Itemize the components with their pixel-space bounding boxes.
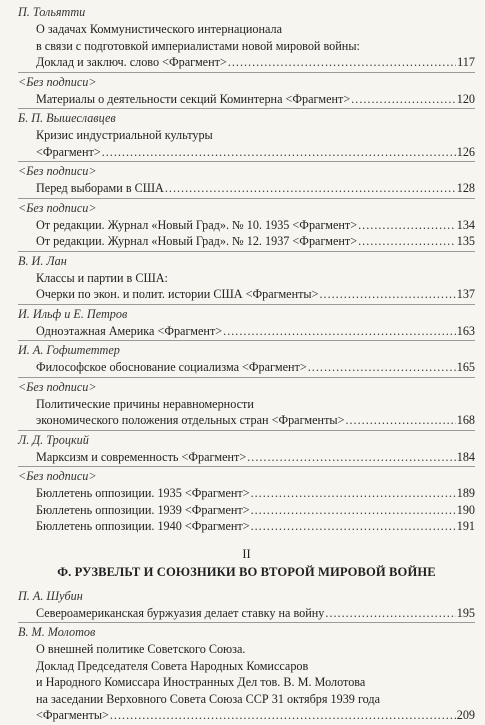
toc-entry[interactable] — [18, 605, 475, 622]
page-number: 184 — [456, 449, 475, 464]
entry-last-line — [36, 359, 475, 376]
toc-section — [18, 466, 475, 536]
author-name: И. Ильф и Е. Петров — [18, 306, 128, 321]
entry-title-line: О внешней политике Советского Союза. — [36, 642, 246, 656]
dot-leader — [247, 449, 456, 466]
toc-entry[interactable] — [18, 91, 475, 108]
entry-last-line — [36, 91, 475, 108]
entry-title-line: Бюллетень оппозиции. 1939 <Фрагмент> — [36, 502, 250, 517]
toc-entry[interactable] — [18, 323, 475, 340]
entry-last-line — [36, 144, 475, 161]
toc-entry[interactable] — [18, 518, 475, 535]
entry-last-line — [36, 449, 475, 466]
author-name: В. И. Лан — [18, 253, 67, 268]
toc-section — [18, 72, 475, 109]
toc-entry[interactable] — [18, 359, 475, 376]
author-name: И. А. Гофштеттер — [18, 343, 120, 357]
entry-title-line: Философское обоснование социализма <Фрагмент> — [36, 360, 307, 374]
entry-last-line — [36, 54, 475, 71]
dot-leader — [251, 485, 456, 502]
toc-section — [18, 198, 475, 251]
entry-title-line: Политические причины неравномерности — [36, 396, 254, 411]
entry-last-line — [36, 286, 475, 303]
entry-title-line: Марксизм и современность <Фрагмент> — [36, 449, 247, 464]
author-name: Б. П. Вышеславцев — [18, 111, 116, 125]
toc-entry[interactable] — [18, 485, 475, 502]
entry-title-line: Материалы о деятельности секций Коминтерна <Фрагмент> — [36, 91, 351, 106]
dot-leader — [110, 707, 456, 724]
dot-leader — [251, 502, 456, 519]
dot-leader — [358, 217, 456, 234]
dot-leader — [351, 91, 456, 108]
dot-leader — [228, 54, 456, 71]
entry-last-line — [36, 233, 475, 250]
toc-entry[interactable] — [18, 396, 475, 429]
author-name: <Без подписи> — [18, 200, 97, 215]
toc-entry[interactable] — [18, 180, 475, 197]
toc-section — [18, 251, 475, 304]
dot-leader — [358, 233, 456, 250]
entry-title-line: Классы и партии в США: — [36, 270, 168, 285]
page-number: 117 — [457, 55, 475, 69]
entry-last-line — [36, 605, 475, 622]
entry-title-line: Доклад и заключ. слово <Фрагмент> — [36, 55, 227, 69]
toc-part-2 — [18, 587, 475, 725]
toc-section — [18, 3, 475, 72]
entry-last-line — [36, 707, 475, 724]
entry-last-line — [36, 502, 475, 519]
dot-leader — [251, 518, 456, 535]
page-number: 134 — [456, 217, 475, 232]
page-number: 190 — [456, 502, 475, 517]
entry-title-line: Бюллетень оппозиции. 1940 <Фрагмент> — [36, 519, 250, 533]
toc-section — [18, 587, 475, 623]
author-name: В. М. Молотов — [18, 625, 96, 639]
page-number: 195 — [456, 605, 475, 620]
entry-title-line: Североамериканская буржуазия делает ставку на войну — [36, 605, 325, 620]
entry-title-line: на заседании Верховного Совета Союза ССР 31 октября 1939 года — [36, 691, 380, 706]
entry-title-line: в связи с подготовкой империалистами новой мировой войны: — [36, 38, 360, 53]
toc-entry[interactable] — [18, 270, 475, 303]
entry-last-line — [36, 323, 475, 340]
toc-section — [18, 377, 475, 430]
page-number: 189 — [456, 486, 475, 500]
author-name: <Без подписи> — [18, 469, 97, 483]
page-number: 128 — [456, 181, 475, 195]
page-number: 137 — [456, 287, 475, 301]
author-name: <Без подписи> — [18, 74, 97, 89]
entry-last-line — [36, 518, 475, 535]
toc-section — [18, 161, 475, 198]
entry-title-line: <Фрагменты> — [36, 708, 109, 722]
page-number: 165 — [456, 360, 475, 374]
author-name: П. Тольятти — [18, 5, 86, 19]
entry-title-line: Очерки по экон. и полит. истории США <Фрагменты> — [36, 287, 319, 301]
page-number: 135 — [456, 234, 475, 248]
entry-title-line: От редакции. Журнал «Новый Град». № 10. 1935 <Фрагмент> — [36, 217, 358, 232]
toc-part-1 — [18, 3, 475, 536]
entry-title-line: О задачах Коммунистического интернационала — [36, 22, 283, 36]
toc-entry[interactable] — [18, 21, 475, 71]
toc-entry[interactable] — [18, 641, 475, 724]
page-number: 126 — [456, 144, 475, 159]
page-number: 168 — [456, 413, 475, 427]
toc-entry[interactable] — [18, 127, 475, 160]
toc-entry[interactable] — [18, 449, 475, 466]
entry-last-line — [36, 180, 475, 197]
entry-title-line: Одноэтажная Америка <Фрагмент> — [36, 323, 223, 338]
entry-title-line: Перед выборами в США — [36, 181, 164, 195]
page-number: 209 — [456, 708, 475, 722]
dot-leader — [325, 605, 455, 622]
toc-section — [18, 108, 475, 161]
entry-title-line: экономического положения отдельных стран <Фрагменты> — [36, 413, 345, 427]
author-name: Л. Д. Троцкий — [18, 432, 89, 447]
author-name: <Без подписи> — [18, 379, 97, 394]
toc-entry[interactable] — [18, 217, 475, 234]
toc-entry[interactable] — [18, 502, 475, 519]
dot-leader — [102, 144, 456, 161]
entry-title-line: Кризис индустриальной культуры — [36, 128, 213, 142]
toc-section — [18, 304, 475, 341]
dot-leader — [308, 359, 456, 376]
toc-section — [18, 340, 475, 377]
part-heading — [18, 546, 475, 581]
author-name: <Без подписи> — [18, 164, 97, 178]
author-name: П. А. Шубин — [18, 588, 83, 603]
entry-title-line: Бюллетень оппозиции. 1935 <Фрагмент> — [36, 486, 250, 500]
entry-title-line: От редакции. Журнал «Новый Град». № 12. 1937 <Фрагмент> — [36, 234, 358, 248]
toc-section — [18, 622, 475, 725]
dot-leader — [165, 180, 456, 197]
entry-title-line: и Народного Комиссара Иностранных Дел тов. В. М. Молотова — [36, 675, 366, 689]
toc-entry[interactable] — [18, 233, 475, 250]
entry-last-line — [36, 412, 475, 429]
dot-leader — [223, 323, 456, 340]
part-title: Ф. РУЗВЕЛЬТ И СОЮЗНИКИ ВО ВТОРОЙ МИРОВОЙ ВОЙНЕ — [57, 564, 436, 579]
entry-title-line: <Фрагмент> — [36, 144, 101, 159]
page-number: 163 — [456, 323, 475, 338]
page-number: 191 — [456, 519, 475, 533]
dot-leader — [345, 412, 455, 429]
entry-last-line — [36, 217, 475, 234]
entry-last-line — [36, 485, 475, 502]
entry-title-line: Доклад Председателя Совета Народных Комиссаров — [36, 658, 309, 673]
part-number: II — [242, 546, 251, 561]
toc-section — [18, 430, 475, 467]
page-number: 120 — [456, 91, 475, 106]
dot-leader — [319, 286, 455, 303]
